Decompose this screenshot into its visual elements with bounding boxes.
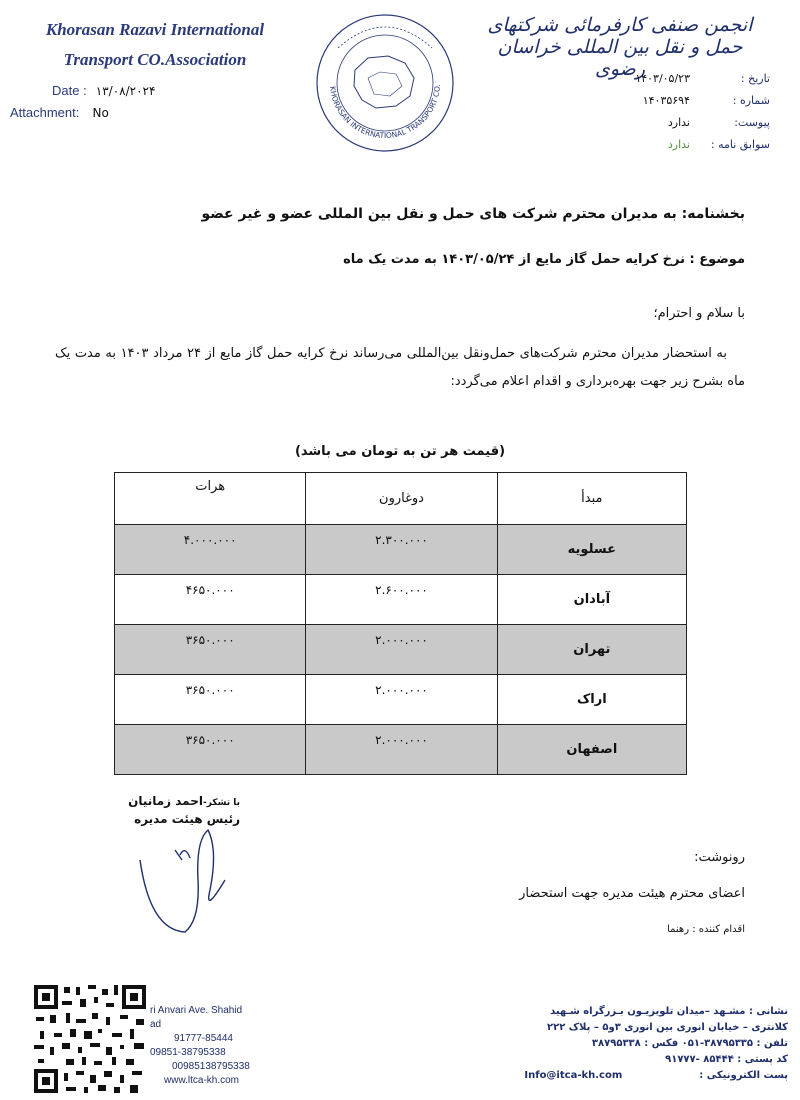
cell-origin: اصفهان <box>497 725 686 775</box>
cell-origin: عسلویه <box>497 525 686 575</box>
letter-meta <box>630 68 770 156</box>
table-row <box>115 675 687 725</box>
org-name-fa: انجمن صنفی کارفرمائی شرکتهای حمل و نقل بین المللی خراسان رضوی <box>487 14 753 80</box>
signature-prefix: با تشکر- <box>203 798 240 808</box>
table-caption: (قیمت هر تن به تومان می باشد) <box>294 444 506 459</box>
cell-herat: ۳۶۵۰.۰۰۰ <box>115 725 306 775</box>
meta-attachment-value: ندارد <box>667 116 690 129</box>
action-by: اقدام کننده : رهنما <box>667 924 745 935</box>
meta-number-value: ۱۴۰۳۵۶۹۴ <box>642 94 690 107</box>
footer-en-phone: 09851-38795338 <box>150 1047 226 1058</box>
greeting: با سلام و احترام؛ <box>653 306 745 321</box>
cell-origin: اراک <box>497 675 686 725</box>
cell-doghaaroon: ۲.۰۰۰.۰۰۰ <box>306 725 497 775</box>
org-name-en-line2: Transport CO.Association <box>63 50 247 69</box>
footer-email-label: پست الکترونیکی : <box>699 1070 788 1081</box>
cell-herat: ۴۶۵۰.۰۰۰ <box>115 575 306 625</box>
cc-recipient: اعضای محترم هیئت مدیره جهت استحضار <box>519 886 745 901</box>
cell-herat: ۳۶۵۰.۰۰۰ <box>115 625 306 675</box>
org-name-en-line1: Khorasan Razavi International <box>45 20 265 39</box>
footer-phone-line: تلفن : ۳۸۷۹۵۳۳۵-۰۵۱ فکس : ۳۸۷۹۵۳۳۸ <box>591 1038 788 1049</box>
footer-address-line1: نشانی : مشـهد –میدان تلویزیـون بـزرگراه شـهید <box>550 1006 788 1017</box>
footer-email-line <box>488 1068 788 1084</box>
cell-origin: تهران <box>497 625 686 675</box>
association-seal <box>310 8 460 158</box>
letter-body: به استحضار مدیران محترم شرکت‌های حمل‌ونقل بین‌المللی می‌رساند نرخ کرایه حمل گاز مایع از ۲۴ مرداد ۱۴۰۳ به مدت یک ماه بشرح زیر جهت بهره‌برداری و اقدام اعلام می‌گردد: <box>55 346 745 389</box>
table-header-row <box>115 473 687 525</box>
attachment-value-en: No <box>92 106 109 120</box>
footer-en-fax: 00985138795338 <box>172 1061 250 1072</box>
footer-en-postal: 91777-85444 <box>174 1033 233 1044</box>
signature-line1 <box>100 794 240 808</box>
qr-code-icon <box>32 983 148 1095</box>
cell-herat: ۴.۰۰۰.۰۰۰ <box>115 525 306 575</box>
cc-title: رونوشت: <box>694 850 745 865</box>
rates-table <box>114 472 687 775</box>
qr-code <box>32 983 148 1095</box>
meta-row-date <box>630 68 770 90</box>
handwritten-signature-icon <box>130 820 240 940</box>
footer-address-en <box>150 1004 260 1088</box>
footer-address-fa <box>488 1004 788 1084</box>
attachment-block-en <box>10 102 109 121</box>
footer-address-line2: کلانتری – خیابان انوری بین انوری ۳و۵ – پلاک ۲۲۲ <box>547 1022 788 1033</box>
meta-date-label: تاریخ : <box>740 72 770 85</box>
signatory-title: رئیس هیئت مدیره <box>134 812 240 826</box>
meta-row-history <box>630 134 770 156</box>
cell-doghaaroon: ۲.۰۰۰.۰۰۰ <box>306 625 497 675</box>
footer-email[interactable]: Info@itca-kh.com <box>524 1070 623 1081</box>
attachment-label-en: Attachment: <box>10 105 80 120</box>
footer-postal-line: کد پستی : ۸۵۴۴۴ -۹۱۷۷۷ <box>665 1054 788 1065</box>
meta-history-value: ندارد <box>667 138 690 151</box>
footer-en-line1: ri Anvari Ave. Shahid <box>150 1005 243 1016</box>
meta-history-label: سوابق نامه : <box>710 138 770 151</box>
seal-logo-icon <box>310 8 460 158</box>
cell-origin: آبادان <box>497 575 686 625</box>
meta-row-number <box>630 90 770 112</box>
cell-doghaaroon: ۲.۶۰۰.۰۰۰ <box>306 575 497 625</box>
meta-attachment-label: پیوست: <box>734 116 770 129</box>
meta-row-attachment <box>630 112 770 134</box>
circular-recipients: بخشنامه: به مدیران محترم شرکت های حمل و نقل بین المللی عضو و غیر عضو <box>201 206 745 222</box>
footer-en-website: www.ltca-kh.com <box>164 1075 240 1086</box>
table-row <box>115 525 687 575</box>
date-block-en <box>52 80 155 99</box>
footer-en-line2: ad <box>150 1019 162 1030</box>
header-origin: مبدأ <box>497 473 686 525</box>
seal-text: KHORASAN INTERNATIONAL TRANSPORT CO. <box>328 83 442 141</box>
header-herat: هرات <box>115 473 306 525</box>
date-value-en: ۱۳/۰۸/۲۰۲۴ <box>95 84 156 98</box>
table-row <box>115 725 687 775</box>
cell-doghaaroon: ۲.۳۰۰.۰۰۰ <box>306 525 497 575</box>
header-doghaaroon: دوغارون <box>306 473 497 525</box>
meta-number-label: شماره : <box>732 94 770 107</box>
signatory-name: احمد زمانیان <box>128 794 203 808</box>
date-label-en: Date : <box>52 83 87 98</box>
table-row <box>115 575 687 625</box>
letter-subject: موضوع : نرخ کرایه حمل گاز مایع از ۱۴۰۳/۰۵/۲۴ به مدت یک ماه <box>343 252 745 267</box>
table-row <box>115 625 687 675</box>
cell-herat: ۳۶۵۰.۰۰۰ <box>115 675 306 725</box>
cell-doghaaroon: ۲.۰۰۰.۰۰۰ <box>306 675 497 725</box>
meta-date-value: ۱۴۰۳/۰۵/۲۳ <box>635 72 690 85</box>
